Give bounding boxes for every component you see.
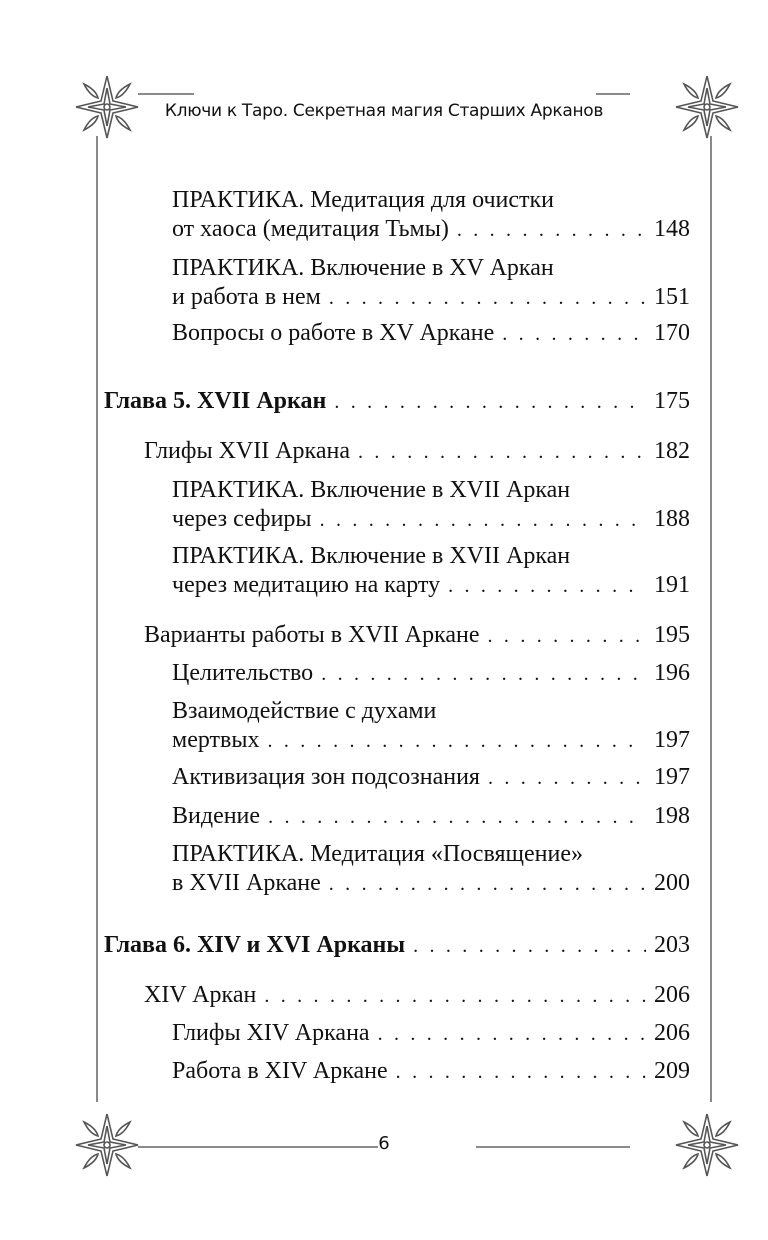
toc-page-number: 197 [654, 764, 690, 790]
toc-entry-title: Активизация зон подсознания [172, 764, 480, 790]
toc-entry[interactable] [172, 186, 690, 244]
dot-leader [264, 981, 646, 1011]
dot-leader [488, 763, 646, 793]
toc-entry-title-line: ПРАКТИКА. Включение в XVII Аркан [172, 477, 571, 503]
dot-leader [457, 215, 646, 245]
toc-entry[interactable] [172, 762, 690, 792]
toc-entry-title: Вопросы о работе в XV Аркане [172, 320, 495, 346]
toc-page-number: 191 [654, 572, 690, 598]
toc-entry-title: через медитацию на карту [172, 572, 441, 598]
dot-leader [488, 621, 646, 651]
toc-entry[interactable] [172, 318, 690, 348]
toc-page-number: 200 [654, 870, 690, 896]
toc-entry-title-line: ПРАКТИКА. Медитация «Посвящение» [172, 841, 583, 867]
toc-page-number: 195 [654, 622, 690, 648]
dot-leader [413, 931, 646, 961]
toc-entry[interactable] [144, 620, 690, 650]
toc-page-number: 188 [654, 506, 690, 532]
dot-leader [329, 283, 646, 313]
toc-entry-title: Глифы XVII Аркана [144, 438, 350, 464]
toc-page-number: 209 [654, 1058, 690, 1084]
toc-entry[interactable] [172, 801, 690, 831]
dot-leader [396, 1057, 646, 1087]
toc-entry[interactable] [172, 476, 690, 534]
toc-entry-title: от хаоса (медитация Тьмы) [172, 216, 449, 242]
dot-leader [378, 1019, 646, 1049]
toc-entry-title: мертвых [172, 727, 260, 753]
toc-entry-title: Глифы XIV Аркана [172, 1020, 370, 1046]
toc-page-number: 170 [654, 320, 690, 346]
toc-page-number: 203 [654, 932, 690, 958]
toc-entry-title: XIV Аркан [144, 982, 257, 1008]
toc-entry-title: Работа в XIV Аркане [172, 1058, 388, 1084]
toc-entry-title-line: ПРАКТИКА. Медитация для очистки [172, 187, 555, 213]
toc-entry-title: в XVII Аркане [172, 870, 321, 896]
toc-entry[interactable] [172, 254, 690, 312]
toc-page-number: 197 [654, 727, 690, 753]
dot-leader [334, 387, 646, 417]
running-head: Ключи к Таро. Секретная магия Старших Арканов [164, 101, 604, 121]
dot-leader [268, 802, 646, 832]
toc-entry[interactable] [172, 658, 690, 688]
dot-leader [329, 869, 646, 899]
toc-entry[interactable] [144, 436, 690, 466]
toc-entry[interactable] [172, 1018, 690, 1048]
toc-entry-title-line: Взаимодействие с духами [172, 698, 437, 724]
toc-entry-title-line: ПРАКТИКА. Включение в XVII Аркан [172, 543, 571, 569]
dot-leader [448, 571, 646, 601]
toc-entry[interactable] [172, 840, 690, 898]
toc-entry[interactable] [144, 980, 690, 1010]
toc-entry-title: через сефиры [172, 506, 312, 532]
toc-entry-title: Видение [172, 803, 261, 829]
toc-chapter-title: Глава 5. XVII Аркан [104, 388, 327, 414]
toc-page-number: 175 [654, 388, 690, 414]
toc-entry-title: и работа в нем [172, 284, 321, 310]
toc-page-number: 206 [654, 982, 690, 1008]
dot-leader [267, 726, 646, 756]
toc-entry[interactable] [172, 1056, 690, 1086]
toc-entry[interactable] [172, 697, 690, 755]
dot-leader [321, 659, 646, 689]
dot-leader [502, 319, 646, 349]
dot-leader [320, 505, 646, 535]
toc-page-number: 151 [654, 284, 690, 310]
toc-page-number: 206 [654, 1020, 690, 1046]
toc-entry-title: Варианты работы в XVII Аркане [144, 622, 480, 648]
page-number: 6 [378, 1133, 390, 1154]
toc-chapter-entry[interactable] [104, 930, 690, 960]
dot-leader [358, 437, 646, 467]
toc-entry-title-line: ПРАКТИКА. Включение в XV Аркан [172, 255, 554, 281]
toc-page-number: 198 [654, 803, 690, 829]
toc-page-number: 148 [654, 216, 690, 242]
toc-chapter-title: Глава 6. XIV и XVI Арканы [104, 932, 406, 958]
toc-entry[interactable] [172, 542, 690, 600]
toc-page-number: 182 [654, 438, 690, 464]
toc-chapter-entry[interactable] [104, 386, 690, 416]
toc-entry-title: Целительство [172, 660, 314, 686]
toc-page-number: 196 [654, 660, 690, 686]
